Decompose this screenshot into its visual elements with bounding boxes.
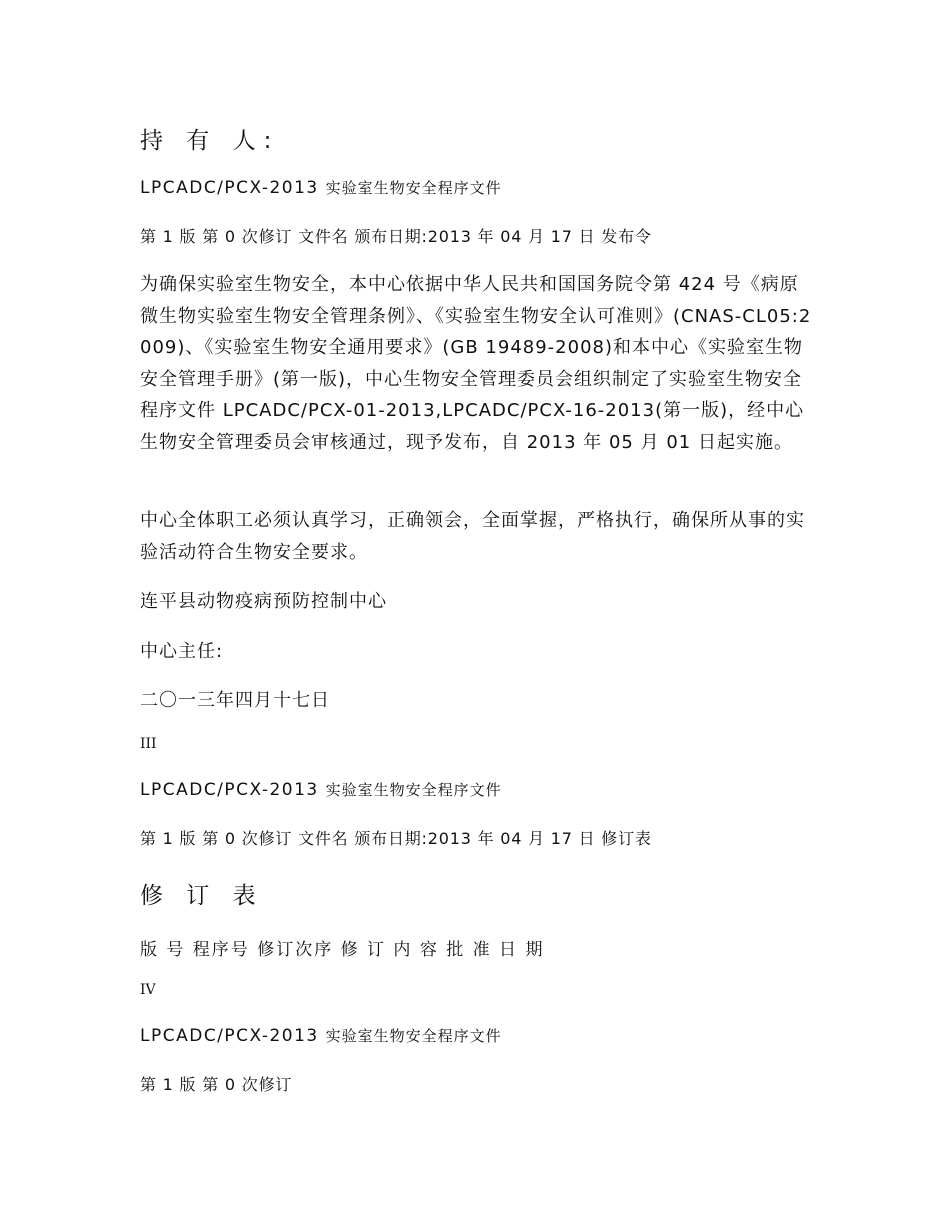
doc-header-2: [140, 779, 502, 800]
doc-title: 实验室生物安全程序文件: [325, 1027, 502, 1045]
decree-paragraph-1: 为确保实验室生物安全，本中心依据中华人民共和国国务院令第 424 号《病原微生物实验室生物安全管理条例》、《实验室生物安全认可准则》(CNAS-CL05:2009)、《实验室生物安全通用要求》(GB 19489-2008)和本中心《实验室生物安全管理手册》(第一版)，中心生物安全管理委员会组织制定了实验室生物安全程序文件 LPCADC/PCX-01-2013,LPCADC/PCX-16-2013(第一版)，经中心生物安全管理委员会审核通过，现予发布，自 2013 年 05 月 01 日起实施。: [140, 274, 812, 453]
doc-header-1: [140, 177, 502, 198]
director-label: 中心主任:: [140, 641, 224, 662]
doc-meta-line-1: 第 1 版 第 0 次修订 文件名 颁布日期:2013 年 04 月 17 日 发布令: [140, 227, 652, 246]
doc-header-3: [140, 1025, 502, 1046]
revision-table-header: 版 号 程序号 修订次序 修 订 内 容 批 准 日 期: [140, 940, 545, 960]
doc-code: LPCADC/PCX-2013: [140, 1026, 319, 1046]
doc-title: 实验室生物安全程序文件: [325, 179, 502, 197]
organization-name: 连平县动物疫病预防控制中心: [140, 591, 387, 612]
revision-heading: 修 订 表: [140, 883, 264, 909]
doc-meta-line-2: 第 1 版 第 0 次修订 文件名 颁布日期:2013 年 04 月 17 日 修订表: [140, 829, 652, 848]
doc-code: LPCADC/PCX-2013: [140, 780, 319, 800]
decree-paragraph-2: 中心全体职工必须认真学习，正确领会，全面掌握，严格执行，确保所从事的实验活动符合生物安全要求。: [140, 510, 805, 563]
doc-code: LPCADC/PCX-2013: [140, 178, 319, 198]
page-number: IV: [140, 982, 156, 998]
holder-heading: 持 有 人:: [140, 128, 280, 154]
doc-meta-line-3: 第 1 版 第 0 次修订: [140, 1075, 293, 1094]
page-number: III: [140, 736, 157, 752]
doc-title: 实验室生物安全程序文件: [325, 781, 502, 799]
decree-date: 二〇一三年四月十七日: [140, 690, 330, 711]
